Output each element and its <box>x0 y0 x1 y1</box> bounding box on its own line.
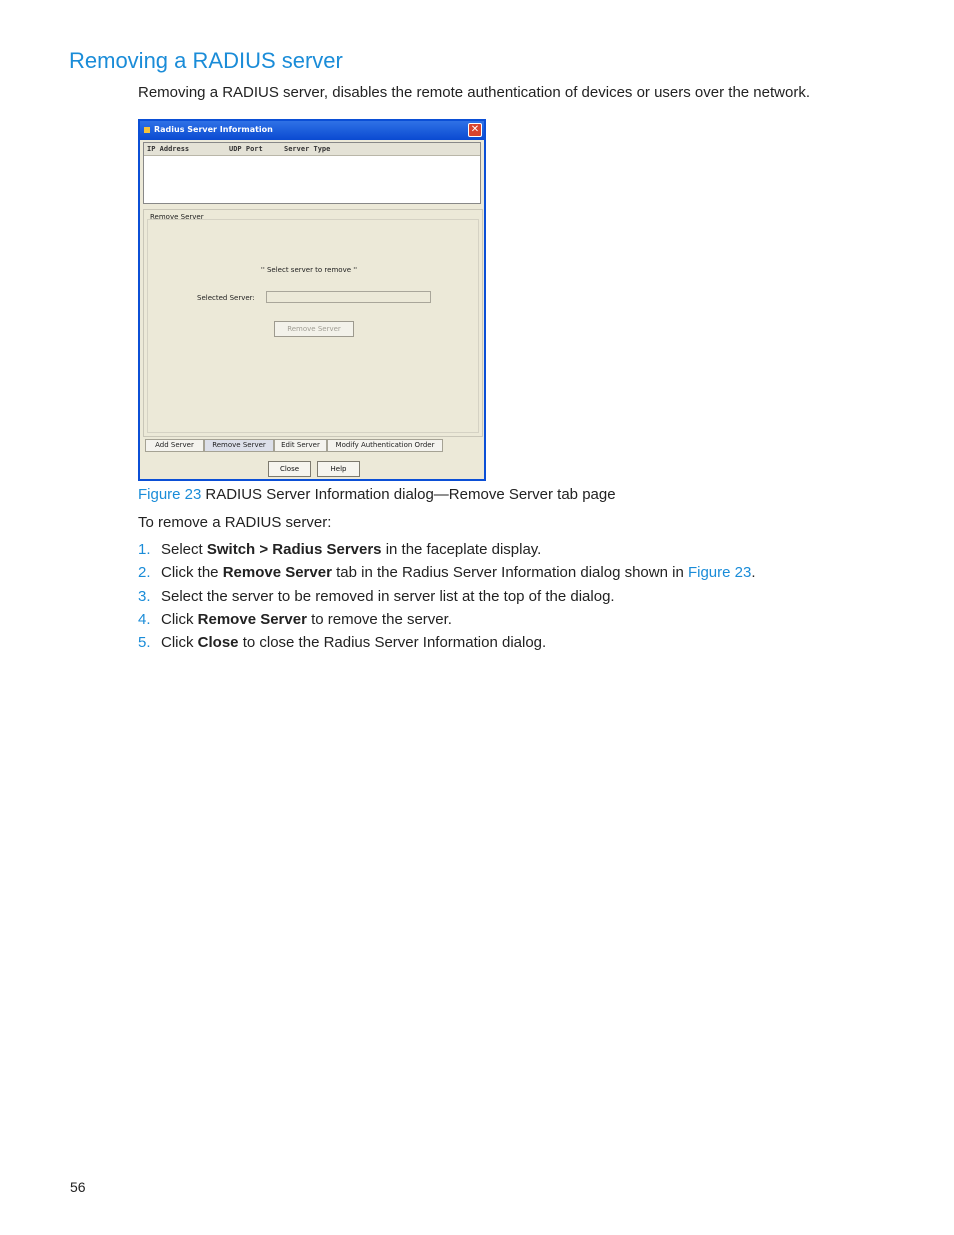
step-item <box>138 634 756 657</box>
step-text: Select <box>161 541 207 558</box>
close-button[interactable]: Close <box>268 461 311 477</box>
step-text: Click the <box>161 564 223 582</box>
help-button[interactable]: Help <box>317 461 360 477</box>
figure-link[interactable]: Figure 23 <box>687 564 752 582</box>
step-text: Click <box>161 610 198 628</box>
intro-paragraph: Removing a RADIUS server, disables the remote authentication of devices or users over the network. <box>138 84 810 101</box>
step-text: tab in the Radius Server Information dialog shown in <box>331 564 688 582</box>
step-number: 5. <box>138 634 151 652</box>
tab-edit-server[interactable]: Edit Server <box>274 439 327 452</box>
selected-server-field[interactable] <box>266 291 431 303</box>
step-item <box>138 541 756 564</box>
procedure-steps <box>138 541 756 657</box>
step-text: Click <box>161 634 198 652</box>
dialog-title: Radius Server Information <box>154 125 273 134</box>
figure-label: Figure 23 <box>138 486 202 503</box>
step-item <box>138 564 756 587</box>
tab-add-server[interactable]: Add Server <box>145 439 204 452</box>
figure-caption-text: RADIUS Server Information dialog—Remove Server tab page <box>205 486 616 503</box>
step-text: . <box>751 564 756 582</box>
selected-server-label: Selected Server: <box>197 294 255 302</box>
step-number: 2. <box>138 564 151 582</box>
procedure-lead: To remove a RADIUS server: <box>138 514 332 531</box>
dialog-titlebar[interactable] <box>140 121 484 140</box>
radius-server-dialog <box>138 119 486 481</box>
step-command: Remove Server <box>222 564 332 582</box>
section-heading: Removing a RADIUS server <box>69 48 343 73</box>
step-item <box>138 611 756 634</box>
step-text: to close the Radius Server Information dialog. <box>238 634 547 652</box>
step-command: Switch > Radius Servers <box>206 541 382 558</box>
step-text: to remove the server. <box>306 610 452 628</box>
column-ip-address[interactable]: IP Address <box>147 145 190 153</box>
step-item <box>138 588 756 611</box>
step-number: 3. <box>138 587 151 605</box>
step-text: Select the server to be removed in server list at the top of the dialog. <box>161 587 615 605</box>
page-number: 56 <box>70 1179 86 1195</box>
select-prompt: '' Select server to remove '' <box>260 266 358 274</box>
close-icon[interactable]: ✕ <box>468 123 482 137</box>
step-number: 4. <box>138 610 151 628</box>
column-server-type[interactable]: Server Type <box>284 145 331 153</box>
app-icon <box>144 127 150 133</box>
remove-server-button[interactable]: Remove Server <box>274 321 354 337</box>
step-text: in the faceplate display. <box>381 541 542 558</box>
panel-title: Remove Server <box>150 213 204 221</box>
step-number: 1. <box>138 541 151 558</box>
step-command: Remove Server <box>197 610 307 628</box>
column-udp-port[interactable]: UDP Port <box>229 145 263 153</box>
figure-caption <box>138 486 616 503</box>
server-list-header <box>144 143 480 156</box>
tab-remove-server[interactable]: Remove Server <box>204 439 274 452</box>
tab-modify-authentication-order[interactable]: Modify Authentication Order <box>327 439 443 452</box>
step-command: Close <box>197 634 239 652</box>
server-list[interactable] <box>143 142 481 204</box>
